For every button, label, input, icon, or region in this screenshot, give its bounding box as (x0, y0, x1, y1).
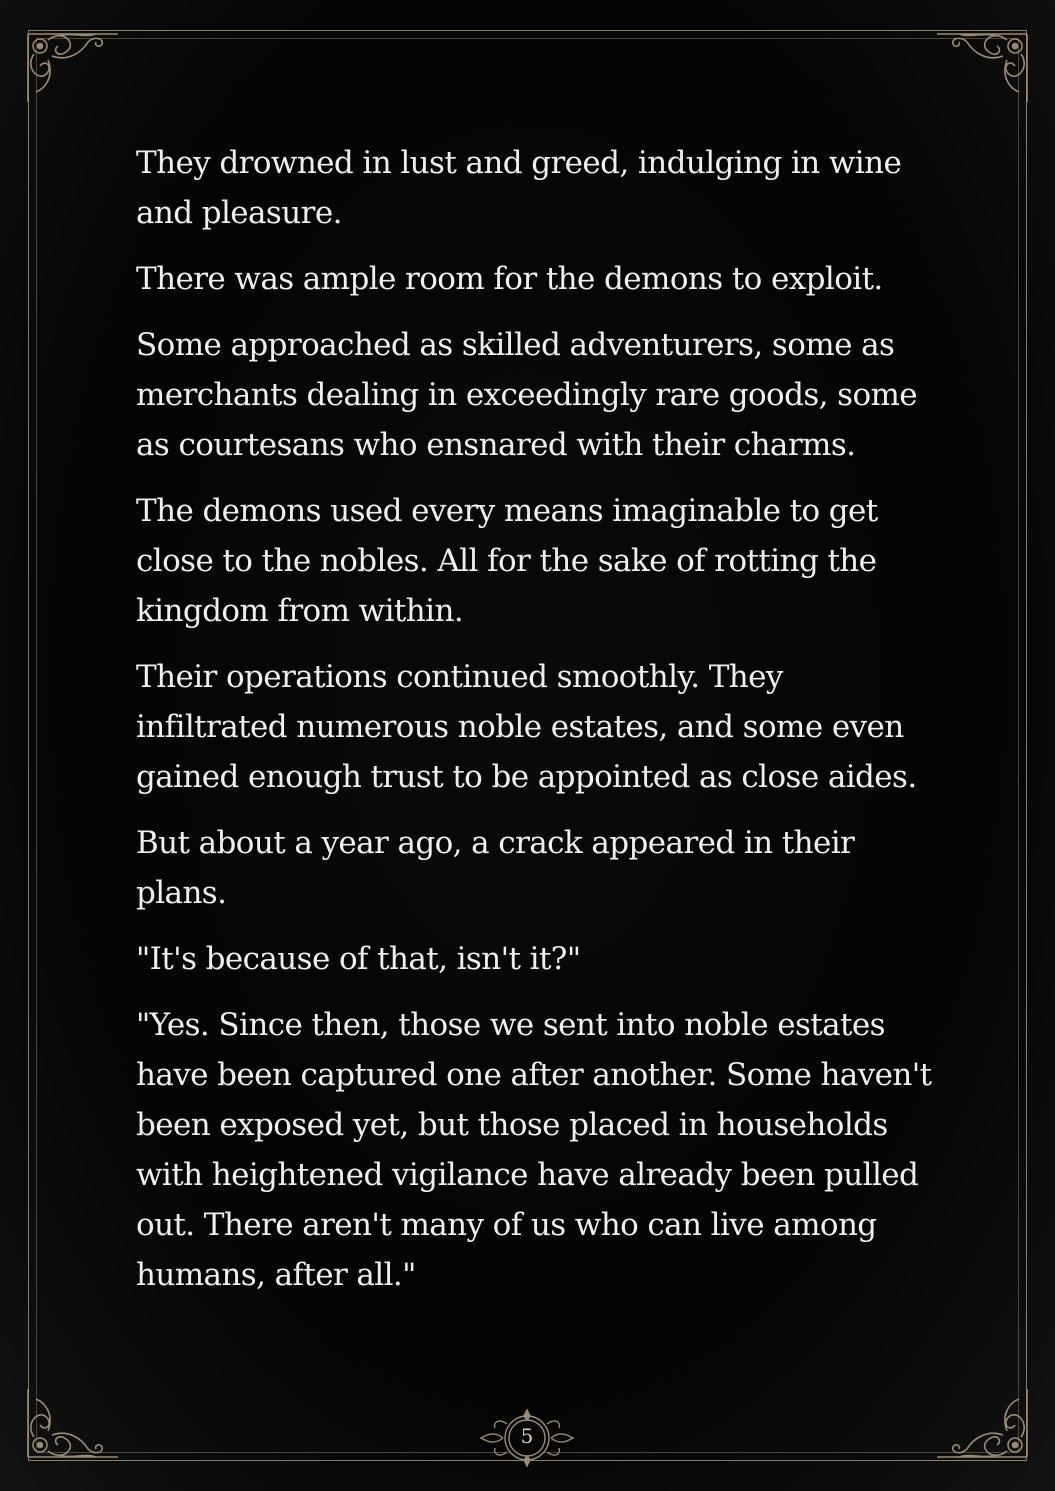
ornamental-corner-icon (927, 22, 1037, 112)
paragraph: Their operations continued smoothly. They infiltrated numerous noble estates, and some even gained enough trust to be appointed as close aides. (136, 659, 917, 795)
page-number: 5 (520, 1424, 534, 1448)
paragraph: Some approached as skilled adventurers, some as merchants dealing in exceedingly rare goods, some as courtesans who ensnared with their charms. (136, 327, 918, 463)
ornamental-corner-icon (18, 1379, 128, 1469)
paragraph: They drowned in lust and greed, indulging in wine and pleasure. (136, 145, 902, 231)
paragraph: "Yes. Since then, those we sent into noble estates have been captured one after another. Some haven't been exposed yet, but those placed in households with heightened vigilance have already been pulled out. There aren't many of us who can live among humans, after all." (136, 1007, 932, 1293)
page-number-badge (477, 1396, 577, 1482)
paragraph: The demons used every means imaginable to get close to the nobles. All for the sake of rotting the kingdom from within. (136, 493, 878, 629)
paragraph: But about a year ago, a crack appeared in their plans. (136, 825, 855, 911)
ornamental-corner-icon (18, 22, 128, 112)
paragraph: "It's because of that, isn't it?" (136, 941, 581, 977)
paragraph: There was ample room for the demons to exploit. (136, 261, 883, 297)
story-text (136, 138, 936, 1316)
ornamental-corner-icon (927, 1379, 1037, 1469)
